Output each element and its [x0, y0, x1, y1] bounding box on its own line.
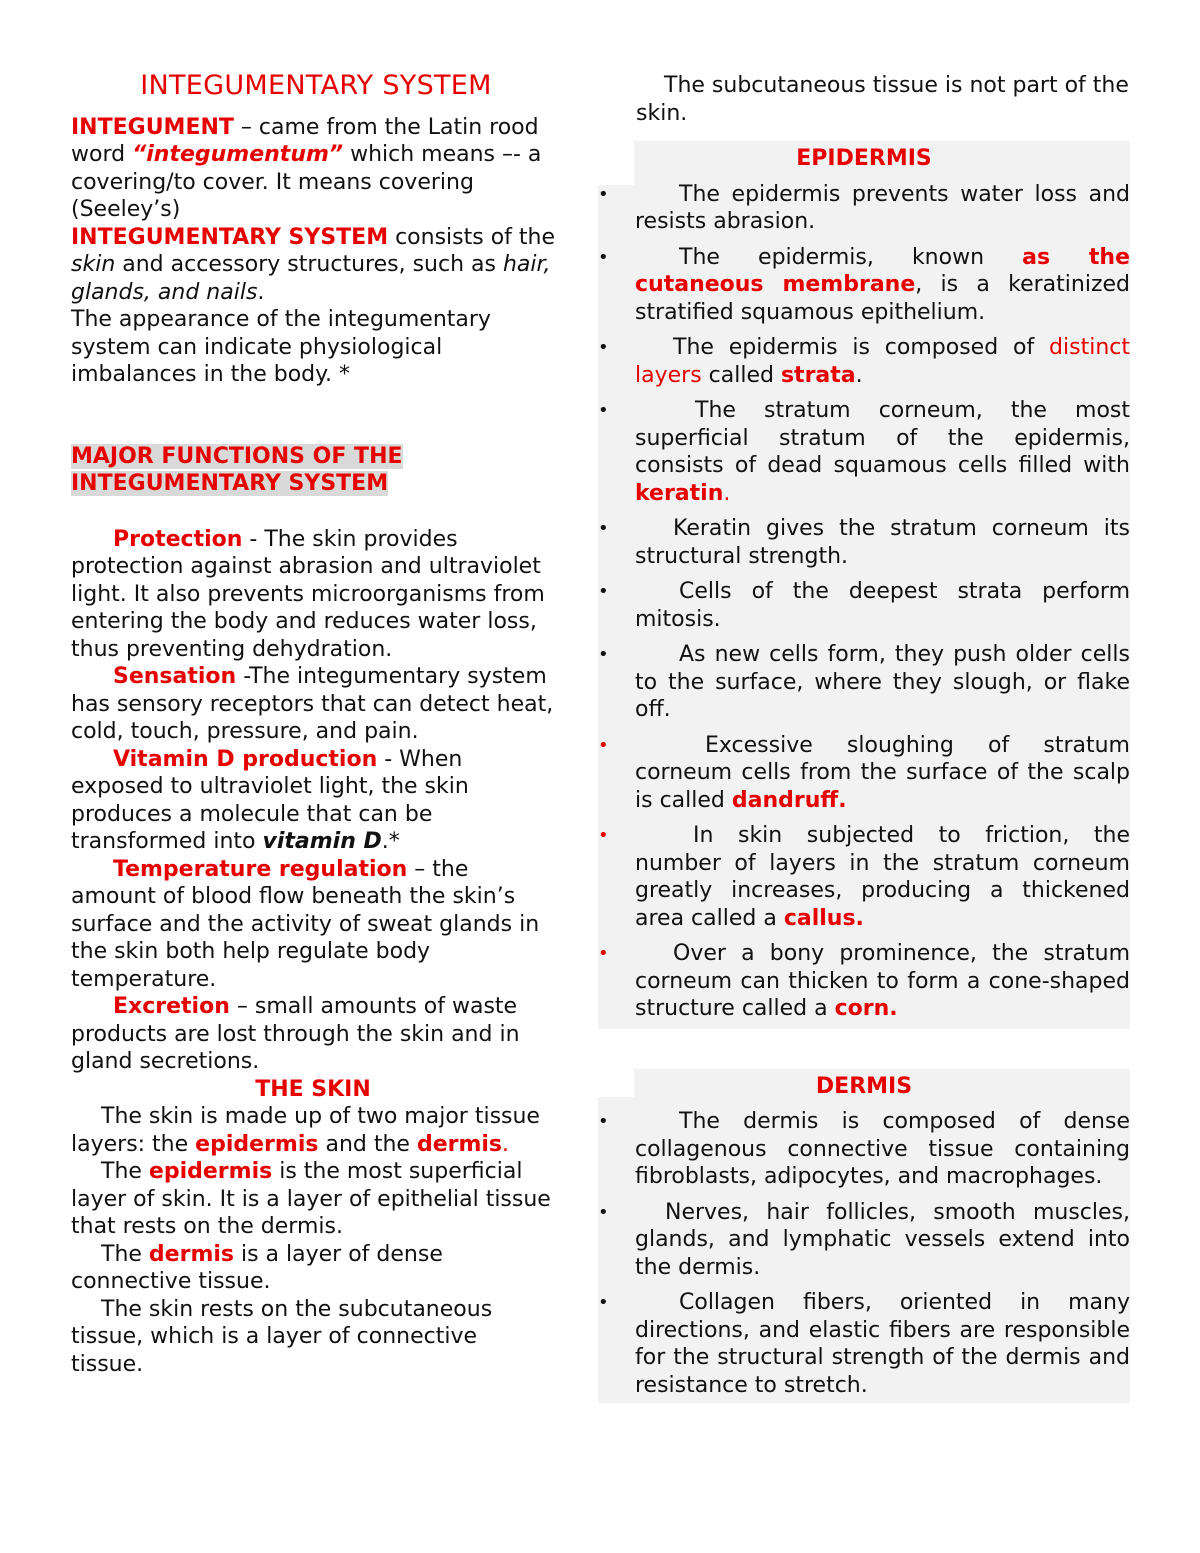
- right-column: [598, 72, 1130, 1403]
- list-item: • Keratin gives the stratum corneum its structural strength.: [598, 516, 1130, 569]
- subcutaneous-note: The subcutaneous tissue is not part of the skin.: [636, 73, 1129, 126]
- epidermis-list: [598, 181, 1130, 1029]
- list-item: • Collagen fibers, oriented in many directions, and elastic fibers are responsible for the structural strength of the dermis and resistance to stretch.: [598, 1290, 1130, 1398]
- function-temperature: Temperature regulation – the amount of blood flow beneath the skin’s surface and the activity of sweat glands in the skin both help regulate body temperature.: [71, 856, 540, 992]
- skin-heading: THE SKIN: [255, 1076, 371, 1102]
- function-vitamin-d: Vitamin D production - When exposed to ultraviolet light, the skin produces a molecule that can be transformed into vitamin D.*: [71, 746, 469, 854]
- list-item: • In skin subjected to friction, the number of layers in the stratum corneum greatly increases, producing a thickened area called a callus.: [598, 823, 1130, 931]
- list-item: • The stratum corneum, the most superficial stratum of the epidermis, consists of dead squamous cells filled with keratin.: [598, 398, 1130, 506]
- appearance-note: The appearance of the integumentary system can indicate physiological imbalances in the body. *: [71, 307, 491, 387]
- list-item: • The dermis is composed of dense collagenous connective tissue containing fibroblasts, adipocytes, and macrophages.: [598, 1109, 1130, 1189]
- list-item: • Nerves, hair follicles, smooth muscles, glands, and lymphatic vessels extend into the dermis.: [598, 1199, 1130, 1280]
- system-definition: INTEGUMENTARY SYSTEM consists of the skin and accessory structures, such as hair, glands, and nails.: [71, 224, 556, 305]
- list-item: • As new cells form, they push older cells to the surface, where they slough, or flake off.: [598, 642, 1130, 722]
- dermis-paragraph: The dermis is a layer of dense connective tissue.: [71, 1241, 443, 1294]
- page-title: INTEGUMENTARY SYSTEM: [140, 70, 492, 101]
- left-column: [71, 72, 555, 1378]
- list-item: • Cells of the deepest strata perform mitosis.: [598, 579, 1130, 632]
- function-protection: Protection - The skin provides protection against abrasion and ultraviolet light. It also prevents microorganisms from entering the body and reduces water loss, thus preventing dehydration.: [71, 526, 545, 662]
- integument-definition: INTEGUMENT – came from the Latin rood word “integumentum” which means –- a covering/to cover. It means covering (Seeley’s): [71, 114, 542, 222]
- dermis-section: [598, 1069, 1130, 1404]
- skin-layers-paragraph: The skin is made up of two major tissue layers: the epidermis and the dermis.: [71, 1104, 540, 1157]
- epidermis-heading: EPIDERMIS: [796, 146, 932, 171]
- list-item: • The epidermis is composed of distinct layers called strata.: [598, 335, 1130, 388]
- dermis-list: [598, 1108, 1130, 1403]
- subcutaneous-paragraph: The skin rests on the subcutaneous tissue, which is a layer of connective tissue.: [71, 1296, 493, 1377]
- function-sensation: Sensation -The integumentary system has sensory receptors that can detect heat, cold, touch, pressure, and pain.: [71, 664, 554, 744]
- list-item: • Over a bony prominence, the stratum corneum can thicken to form a cone-shaped structure called a corn.: [598, 941, 1130, 1021]
- epidermis-section: [598, 141, 1130, 1029]
- list-item: • The epidermis prevents water loss and resists abrasion.: [598, 181, 1130, 234]
- major-functions-heading: MAJOR FUNCTIONS OF THE INTEGUMENTARY SYSTEM: [71, 443, 403, 496]
- list-item: • The epidermis, known as the cutaneous membrane, is a keratinized stratified squamous epithelium.: [598, 244, 1130, 325]
- list-item: • Excessive sloughing of stratum corneum cells from the surface of the scalp is called dandruff.: [598, 732, 1130, 813]
- epidermis-paragraph: The epidermis is the most superficial layer of skin. It is a layer of epithelial tissue that rests on the dermis.: [71, 1159, 551, 1239]
- function-excretion: Excretion – small amounts of waste products are lost through the skin and in gland secretions.: [71, 994, 520, 1074]
- dermis-heading: DERMIS: [815, 1073, 913, 1099]
